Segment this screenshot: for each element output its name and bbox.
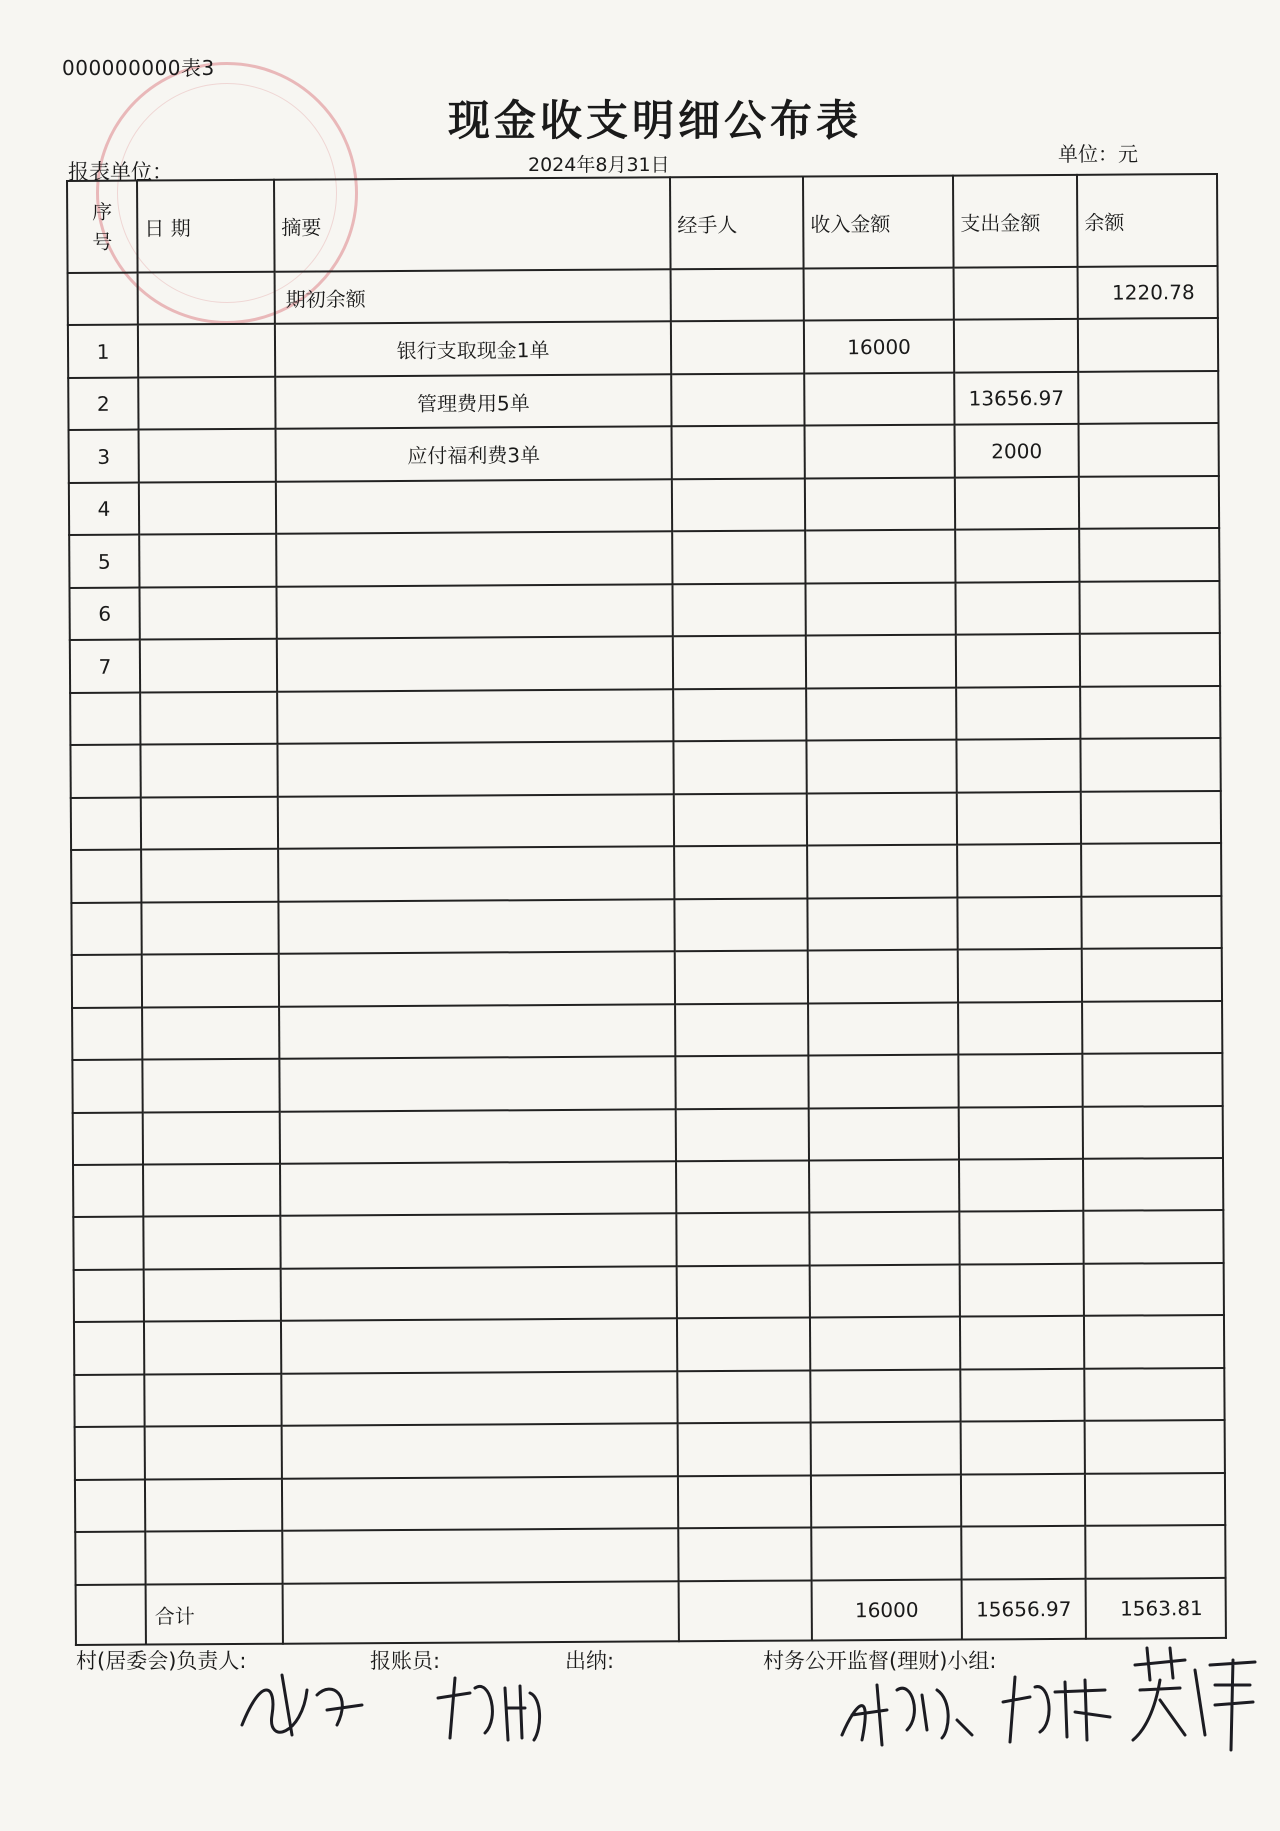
table-row <box>71 843 1221 902</box>
table-row <box>72 948 1222 1007</box>
row-expense <box>957 896 1081 949</box>
table-cell <box>671 268 804 321</box>
row-summary <box>277 742 673 797</box>
header-date: 日 期 <box>137 180 275 273</box>
row-handler <box>678 1423 811 1476</box>
table-row <box>70 738 1220 797</box>
table-row <box>74 1315 1224 1374</box>
table-row <box>71 896 1221 955</box>
table-cell <box>68 273 138 326</box>
currency-unit-label: 单位：元 <box>1058 142 1138 166</box>
ledger-body <box>68 266 1226 1585</box>
header-seq-text: 序号 <box>92 199 113 254</box>
row-balance <box>1083 1105 1223 1158</box>
row-seq <box>72 1060 142 1113</box>
cashier-label: 出纳: <box>565 1649 615 1673</box>
row-income <box>808 1002 958 1055</box>
row-summary <box>277 637 673 692</box>
row-balance <box>1078 371 1218 424</box>
row-expense <box>959 1106 1083 1159</box>
committee-signature-1 <box>832 1660 982 1755</box>
row-seq <box>70 692 140 745</box>
row-summary <box>281 1319 677 1374</box>
table-row <box>70 686 1220 745</box>
row-seq <box>73 1112 143 1165</box>
total-label: 合计 <box>146 1584 283 1645</box>
row-summary <box>280 1109 676 1164</box>
row-summary <box>278 899 674 954</box>
row-balance <box>1082 948 1222 1001</box>
table-row <box>71 791 1221 850</box>
row-expense <box>955 582 1079 635</box>
row-handler <box>671 373 804 426</box>
total-expense: 15656.97 <box>962 1579 1086 1640</box>
row-date <box>144 1374 281 1427</box>
opening-balance-row <box>68 266 1218 325</box>
table-row <box>70 633 1220 692</box>
table-row <box>75 1473 1225 1532</box>
row-income <box>810 1264 960 1317</box>
leader-label: 村(居委会)负责人: <box>76 1649 247 1673</box>
row-date <box>139 429 276 482</box>
row-date <box>139 482 276 535</box>
row-expense <box>955 477 1079 530</box>
row-expense <box>957 844 1081 897</box>
row-income <box>805 477 955 530</box>
row-income <box>807 897 957 950</box>
row-summary <box>281 1371 677 1426</box>
row-summary <box>280 1161 676 1216</box>
row-income <box>807 845 957 898</box>
row-handler <box>672 426 805 479</box>
row-handler <box>677 1318 810 1371</box>
row-handler <box>678 1475 811 1528</box>
row-balance <box>1085 1473 1225 1526</box>
row-handler <box>677 1370 810 1423</box>
header-seq <box>67 181 138 273</box>
table-header-row <box>67 174 1218 273</box>
row-seq <box>72 955 142 1008</box>
row-summary <box>278 794 674 849</box>
row-expense <box>961 1526 1085 1580</box>
row-seq <box>75 1479 145 1532</box>
row-income <box>805 530 955 583</box>
row-balance <box>1079 581 1219 634</box>
row-income <box>808 950 958 1003</box>
row-date <box>138 377 275 430</box>
row-expense <box>957 792 1081 845</box>
table-cell <box>76 1585 146 1645</box>
row-income <box>808 1055 958 1108</box>
header-handler: 经手人 <box>670 176 804 269</box>
row-expense <box>958 1001 1082 1054</box>
row-seq <box>71 902 141 955</box>
table-row <box>69 476 1219 535</box>
table-row <box>75 1525 1225 1585</box>
row-expense <box>958 949 1082 1002</box>
row-income <box>809 1160 959 1213</box>
row-expense <box>959 1159 1083 1212</box>
row-income: 16000 <box>804 320 954 373</box>
row-balance <box>1080 738 1220 791</box>
row-handler <box>673 741 806 794</box>
row-handler <box>676 1108 809 1161</box>
row-date <box>140 691 277 744</box>
row-balance <box>1085 1525 1225 1579</box>
row-expense <box>954 319 1078 372</box>
row-seq: 3 <box>69 430 139 483</box>
row-expense <box>956 739 1080 792</box>
row-income <box>809 1107 959 1160</box>
row-balance <box>1084 1368 1224 1421</box>
row-handler <box>674 898 807 951</box>
row-income <box>805 582 955 635</box>
row-balance <box>1079 476 1219 529</box>
row-date <box>144 1269 281 1322</box>
header-summary: 摘要 <box>274 177 671 271</box>
row-seq: 2 <box>68 378 138 431</box>
table-row <box>73 1210 1223 1269</box>
page-title: 现金收支明细公布表 <box>447 96 862 145</box>
bookkeeper-label: 报账员: <box>370 1649 441 1673</box>
row-income <box>809 1212 959 1265</box>
row-seq <box>70 745 140 798</box>
table-cell <box>283 1581 679 1643</box>
row-income <box>804 373 954 426</box>
row-handler <box>674 846 807 899</box>
row-income <box>806 740 956 793</box>
row-seq <box>75 1427 145 1480</box>
row-summary <box>281 1266 677 1321</box>
row-balance <box>1083 1158 1223 1211</box>
row-balance <box>1079 528 1219 581</box>
row-balance <box>1083 1210 1223 1263</box>
row-date <box>141 901 278 954</box>
row-expense <box>956 687 1080 740</box>
table-row <box>74 1263 1224 1322</box>
row-seq: 7 <box>70 640 140 693</box>
row-handler <box>672 478 805 531</box>
row-handler <box>675 1056 808 1109</box>
table-row <box>74 1368 1224 1427</box>
row-expense <box>959 1211 1083 1264</box>
row-expense <box>956 634 1080 687</box>
row-seq <box>71 797 141 850</box>
row-summary <box>279 1004 675 1059</box>
table-row <box>72 1001 1222 1060</box>
row-date <box>140 744 277 797</box>
row-seq <box>74 1322 144 1375</box>
total-income: 16000 <box>812 1580 962 1641</box>
row-summary <box>279 951 675 1006</box>
bookkeeper-signature <box>430 1668 550 1748</box>
row-income <box>810 1317 960 1370</box>
row-date <box>143 1216 280 1269</box>
row-expense <box>961 1421 1085 1474</box>
row-income <box>805 425 955 478</box>
row-balance <box>1078 318 1218 371</box>
row-summary <box>282 1529 678 1584</box>
row-handler <box>673 636 806 689</box>
row-seq <box>72 1007 142 1060</box>
report-date: 2024年8月31日 <box>528 154 670 176</box>
row-date <box>145 1478 282 1531</box>
row-date <box>141 849 278 902</box>
row-handler <box>675 1003 808 1056</box>
row-summary <box>277 689 673 744</box>
row-date <box>145 1531 282 1585</box>
row-date <box>140 639 277 692</box>
row-balance <box>1082 1053 1222 1106</box>
row-date <box>144 1321 281 1374</box>
table-row <box>75 1420 1225 1479</box>
table-row <box>69 581 1219 640</box>
opening-balance-label: 期初余额 <box>275 269 671 324</box>
row-seq <box>71 850 141 903</box>
row-seq <box>73 1217 143 1270</box>
supervision-group-label: 村务公开监督(理财)小组: <box>763 1649 997 1673</box>
table-row <box>68 318 1218 377</box>
row-seq: 5 <box>69 535 139 588</box>
table-row <box>68 371 1218 430</box>
row-date <box>139 534 276 587</box>
table-row <box>72 1053 1222 1112</box>
row-handler <box>672 531 805 584</box>
reporting-unit-label: 报表单位： <box>68 160 173 184</box>
row-balance <box>1082 1001 1222 1054</box>
header-income: 收入金额 <box>803 176 954 269</box>
row-seq <box>74 1374 144 1427</box>
row-balance <box>1079 423 1219 476</box>
row-handler <box>675 951 808 1004</box>
row-date <box>138 324 275 377</box>
row-income <box>806 635 956 688</box>
row-expense <box>958 1054 1082 1107</box>
row-handler <box>676 1160 809 1213</box>
row-summary <box>278 846 674 901</box>
row-balance <box>1080 686 1220 739</box>
row-income <box>810 1369 960 1422</box>
row-handler <box>674 793 807 846</box>
row-income <box>806 687 956 740</box>
row-handler <box>676 1213 809 1266</box>
row-summary <box>280 1214 676 1269</box>
table-cell <box>679 1580 812 1641</box>
row-expense <box>960 1316 1084 1369</box>
table-cell <box>954 267 1078 320</box>
row-income <box>807 792 957 845</box>
header-expense: 支出金额 <box>953 175 1078 268</box>
row-handler <box>677 1265 810 1318</box>
row-balance <box>1081 791 1221 844</box>
row-expense <box>961 1474 1085 1527</box>
row-date <box>139 587 276 640</box>
row-handler <box>671 321 804 374</box>
row-expense: 13656.97 <box>954 372 1078 425</box>
row-date <box>142 954 279 1007</box>
row-handler <box>673 688 806 741</box>
row-summary <box>282 1424 678 1479</box>
row-income <box>811 1527 961 1581</box>
row-seq <box>75 1532 145 1585</box>
row-summary <box>276 479 672 534</box>
row-balance <box>1085 1420 1225 1473</box>
row-expense <box>955 529 1079 582</box>
table-row <box>73 1105 1223 1164</box>
row-balance <box>1081 896 1221 949</box>
row-expense: 2000 <box>955 424 1079 477</box>
row-date <box>143 1111 280 1164</box>
header-balance: 余额 <box>1077 174 1218 267</box>
row-date <box>141 796 278 849</box>
row-income <box>811 1422 961 1475</box>
table-row <box>69 423 1219 482</box>
row-income <box>811 1474 961 1527</box>
row-expense <box>960 1264 1084 1317</box>
row-date <box>145 1426 282 1479</box>
row-handler <box>672 583 805 636</box>
row-summary <box>279 1056 675 1111</box>
row-date <box>142 1006 279 1059</box>
row-summary <box>282 1476 678 1531</box>
row-seq: 1 <box>68 325 138 378</box>
table-row <box>73 1158 1223 1217</box>
total-row <box>76 1578 1226 1645</box>
row-balance <box>1084 1263 1224 1316</box>
row-seq: 4 <box>69 482 139 535</box>
row-balance <box>1084 1315 1224 1368</box>
row-summary <box>276 532 672 587</box>
row-summary <box>276 584 672 639</box>
committee-signature-2 <box>995 1662 1120 1752</box>
row-date <box>142 1059 279 1112</box>
row-handler <box>678 1528 811 1582</box>
row-summary: 应付福利费3单 <box>276 427 672 482</box>
row-date <box>143 1164 280 1217</box>
form-code: 000000000表3 <box>62 56 215 80</box>
cash-ledger-table <box>66 173 1227 1646</box>
total-balance: 1563.81 <box>1086 1578 1226 1639</box>
row-balance <box>1080 633 1220 686</box>
leader-signature <box>232 1655 372 1750</box>
committee-signature-3 <box>1125 1640 1265 1755</box>
row-summary: 管理费用5单 <box>275 374 671 429</box>
table-row <box>69 528 1219 587</box>
table-cell <box>804 268 954 321</box>
row-expense <box>960 1369 1084 1422</box>
row-seq: 6 <box>69 587 139 640</box>
table-cell <box>138 272 275 325</box>
row-summary: 银行支取现金1单 <box>275 322 671 377</box>
row-seq <box>73 1165 143 1218</box>
row-balance <box>1081 843 1221 896</box>
opening-balance-value: 1220.78 <box>1078 266 1218 319</box>
row-seq <box>74 1269 144 1322</box>
